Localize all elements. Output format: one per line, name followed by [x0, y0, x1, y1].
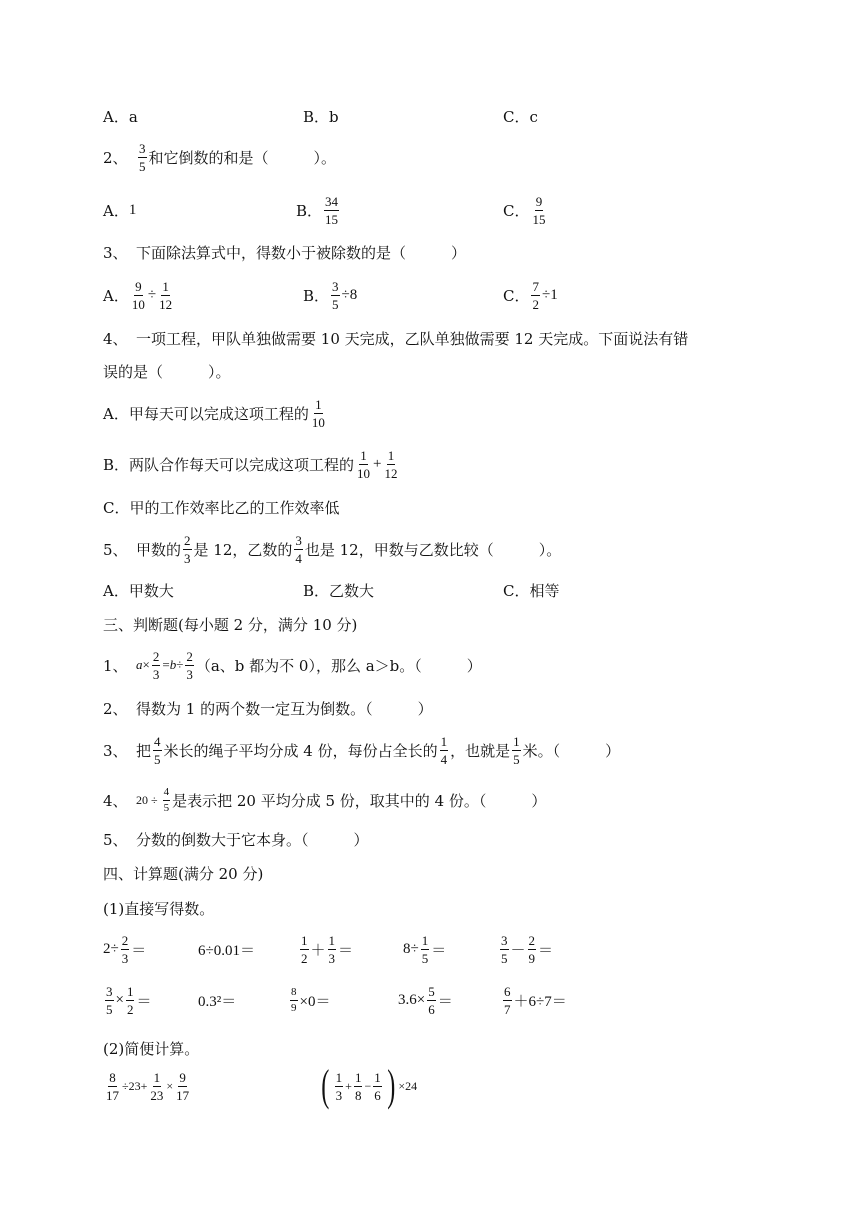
- q3-option-a: A． $\frac{9}{10}$ ÷ $\frac{1}{12}$: [103, 278, 173, 312]
- judge-item-1: 1、 a × $\frac{2}{3}$ = b ÷ $\frac{2}{3}$ （a、b 都为不 0），那么 a＞b。（ ）: [103, 648, 482, 682]
- calc-2-1: $\frac{3}{5}$ × $\frac{1}{2}$ ＝: [106, 983, 152, 1017]
- q2-options: [103, 190, 548, 230]
- calc-2-5: $\frac{6}{7}$ ＋6÷7＝: [504, 983, 567, 1017]
- q1-options: [103, 96, 538, 136]
- calc-2-3: $\frac{8}{9}$ ×0＝: [291, 985, 331, 1014]
- q2-option-a: A． 1: [103, 201, 137, 220]
- q4-option-b: B．两队合作每天可以完成这项工程的 $\frac{1}{10}$ + $\frac{1}{12}$: [103, 447, 398, 481]
- calc-1-3: $\frac{1}{2}$ ＋ $\frac{1}{3}$ ＝: [301, 932, 354, 966]
- q2-fraction: $\frac{3}{5}$: [139, 140, 146, 174]
- q1-option-c: C．c: [503, 107, 538, 126]
- calc-1-2: 6÷0.01＝: [198, 942, 255, 959]
- q3-number: 3、: [103, 243, 128, 262]
- q5-number: 5、: [103, 540, 128, 559]
- q5-question: 5、 甲数的 $\frac{2}{3}$ 是 12，乙数的 $\frac{3}{4}$ 也是 12，甲数与乙数比较（ ）。: [103, 532, 562, 566]
- q4-text-line2: 误的是（ ）。: [103, 362, 231, 381]
- q3-options: [103, 275, 558, 315]
- q3-question: [103, 232, 466, 272]
- section4-heading: 四、计算题(满分 20 分): [103, 864, 264, 883]
- q3-option-b: B． $\frac{3}{5}$ ÷8: [303, 278, 358, 312]
- judge-item-2: 2、 得数为 1 的两个数一定互为倒数。（ ）: [103, 699, 433, 718]
- calc-row-1: [103, 929, 553, 969]
- calc-2-4: 3.6× $\frac{5}{6}$ ＝: [398, 983, 453, 1017]
- q1-option-a: A．a: [103, 107, 138, 126]
- q4-number: 4、: [103, 329, 128, 348]
- judge-item-4: 4、 20 ÷ $\frac{4}{5}$ 是表示把 20 平均分成 5 份，取其中的 4 份。（ ）: [103, 785, 547, 814]
- q4-text-line1: 一项工程，甲队单独做需要 10 天完成，乙队单独做需要 12 天完成。下面说法有错: [136, 329, 689, 348]
- simplify-expression-1: $\frac{8}{17}$ ÷23+ $\frac{1}{23}$ × $\frac{9}{17}$: [106, 1069, 190, 1103]
- q2-text: 和它倒数的和是（ ）。: [148, 148, 337, 167]
- q3-option-c: C． $\frac{7}{2}$ ÷1: [503, 278, 558, 312]
- judge-item-3: 3、 把 $\frac{4}{5}$ 米长的绳子平均分成 4 份，每份占全长的 $\frac{1}{4}$ ，也就是 $\frac{1}{5}$ 米。（ ）: [103, 733, 621, 767]
- calc-row-2: [103, 980, 567, 1020]
- subsection-2-heading: (2)简便计算。: [103, 1039, 200, 1058]
- calc-2-2: 0.3²＝: [198, 993, 237, 1010]
- q4-option-c: C．甲的工作效率比乙的工作效率低: [103, 498, 340, 517]
- simplify-expression-2: ( $\frac{1}{3}$ + $\frac{1}{8}$ − $\frac{1}{6}$ ) ×24: [321, 1061, 418, 1110]
- q5-option-b: B．乙数大: [303, 581, 375, 600]
- q2-number: 2、: [103, 148, 128, 167]
- calc-1-4: 8÷ $\frac{1}{5}$ ＝: [403, 932, 447, 966]
- q2-question: [103, 137, 336, 177]
- q1-option-b: B．b: [303, 107, 339, 126]
- calc-1-1: 2÷ $\frac{2}{3}$ ＝: [103, 932, 147, 966]
- q4-option-a: A．甲每天可以完成这项工程的 $\frac{1}{10}$: [103, 396, 325, 430]
- section3-heading: 三、判断题(每小题 2 分，满分 10 分): [103, 615, 358, 634]
- calc-1-5: $\frac{3}{5}$ － $\frac{2}{9}$ ＝: [501, 932, 554, 966]
- q2-option-c: C． $\frac{9}{15}$: [503, 193, 546, 227]
- q5-option-a: A．甲数大: [103, 581, 174, 600]
- q3-text: 下面除法算式中，得数小于被除数的是（ ）: [136, 243, 467, 262]
- q5-option-c: C．相等: [503, 581, 560, 600]
- subsection-1-heading: (1)直接写得数。: [103, 899, 215, 918]
- judge-item-5: 5、 分数的倒数大于它本身。（ ）: [103, 830, 369, 849]
- q2-option-b: B． $\frac{34}{15}$: [296, 193, 339, 227]
